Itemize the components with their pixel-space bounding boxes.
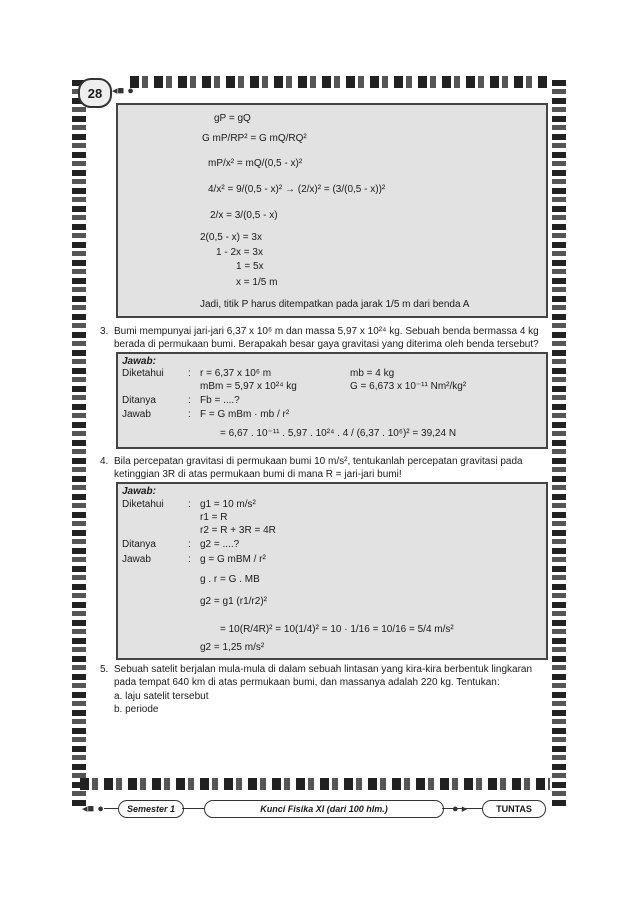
given-mass-object: mb = 4 kg xyxy=(350,368,395,379)
solution-box-4 xyxy=(116,482,548,660)
formula-line: g2 = g1 (r1/r2)² xyxy=(200,596,267,607)
asked-g2: g2 = ....? xyxy=(200,539,240,550)
formula-line: g . r = G . MB xyxy=(200,574,260,585)
footer-rule xyxy=(104,808,118,809)
given-g1: g1 = 10 m/s² xyxy=(200,499,256,510)
footer-rule xyxy=(182,808,204,809)
equation-line: x = 1/5 m xyxy=(236,277,278,288)
question-number: 4. xyxy=(100,456,109,467)
asked-force: Fb = ....? xyxy=(200,395,240,406)
row-separator: : xyxy=(188,499,191,510)
answer-label: Jawab: xyxy=(122,486,156,497)
row-separator: : xyxy=(188,554,191,565)
given-mass-earth: mBm = 5,97 x 10²⁴ kg xyxy=(200,381,297,392)
row-label: Diketahui xyxy=(122,368,164,379)
answer-label: Jawab: xyxy=(122,356,156,367)
question-number: 3. xyxy=(100,326,109,337)
equation-line: 1 = 5x xyxy=(236,261,264,272)
equation-line: 2/x = 3/(0,5 - x) xyxy=(210,210,278,221)
list-item: b. periode xyxy=(114,704,159,715)
conclusion-text: Jadi, titik P harus ditempatkan pada jarak 1/5 m dari benda A xyxy=(200,299,470,310)
given-constant: G = 6,673 x 10⁻¹¹ Nm²/kg² xyxy=(350,381,467,392)
equation-line: gP = gQ xyxy=(214,113,251,124)
calculation-line: = 10(R/4R)² = 10(1/4)² = 10 · 1/16 = 10/16 = 5/4 m/s² xyxy=(220,624,454,635)
left-decorative-border xyxy=(72,80,86,808)
question-text: Bumi mempunyai jari-jari 6,37 x 10⁶ m dan massa 5,97 x 10²⁴ kg. Sebuah benda bermassa 4 kg berada di permukaan bumi. Berapakah besar gaya gravitasi yang diterima oleh benda tersebut? xyxy=(114,326,539,350)
given-r1: r1 = R xyxy=(200,512,228,523)
arrow-dots-icon: ◂■ ● xyxy=(112,85,134,97)
given-radius: r = 6,37 x 10⁶ m xyxy=(200,368,272,379)
formula-line: F = G mBm · mb / r² xyxy=(200,409,290,420)
right-decorative-border xyxy=(552,80,566,808)
tuntas-label: TUNTAS xyxy=(482,800,546,818)
result-line: g2 = 1,25 m/s² xyxy=(200,642,265,653)
formula-line: g = G mBM / r² xyxy=(200,554,266,565)
equation-line: 1 - 2x = 3x xyxy=(216,247,263,258)
list-item: a. laju satelit tersebut xyxy=(114,691,209,702)
solution-box-1 xyxy=(116,103,548,318)
row-label: Jawab xyxy=(122,554,151,565)
row-separator: : xyxy=(188,368,191,379)
row-label: Jawab xyxy=(122,409,151,420)
book-title: Kunci Fisika XI (dari 100 hlm.) xyxy=(204,800,444,818)
footer-arrow-icon: ◂■ ● xyxy=(82,803,104,815)
given-r2: r2 = R + 3R = 4R xyxy=(200,525,276,536)
semester-label: Semester 1 xyxy=(118,800,184,818)
row-label: Ditanya xyxy=(122,539,156,550)
row-separator: : xyxy=(188,395,191,406)
equation-line: 4/x² = 9/(0,5 - x)² → (2/x)² = (3/(0,5 - x))² xyxy=(208,184,386,195)
page-number: 28 xyxy=(78,78,112,108)
equation-line: G mP/RP² = G mQ/RQ² xyxy=(202,133,307,144)
row-label: Ditanya xyxy=(122,395,156,406)
bottom-decorative-border xyxy=(80,778,550,790)
question-text: Sebuah satelit berjalan mula-mula di dalam sebuah lintasan yang kira-kira berbentuk lingkaran pada tempat 640 km di atas permukaan bumi, dan massanya adalah 220 kg. Tentukan: xyxy=(114,664,533,688)
row-separator: : xyxy=(188,409,191,420)
row-separator: : xyxy=(188,539,191,550)
question-number: 5. xyxy=(100,664,109,675)
top-decorative-border xyxy=(130,76,550,88)
solution-box-3 xyxy=(116,352,548,449)
equation-line: 2(0,5 - x) = 3x xyxy=(200,232,262,243)
result-line: = 6,67 . 10⁻¹¹ . 5,97 . 10²⁴ . 4 / (6,37 . 10⁶)² = 39,24 N xyxy=(220,428,457,439)
row-label: Diketahui xyxy=(122,499,164,510)
question-text: Bila percepatan gravitasi di permukaan bumi 10 m/s², tentukanlah percepatan gravitasi pada ketinggian 3R di atas permukaan bumi di mana R = jari-jari bumi! xyxy=(114,456,523,480)
equation-line: mP/x² = mQ/(0,5 - x)² xyxy=(208,158,303,169)
footer-dot-arrow-icon: ● ▸ xyxy=(452,803,468,815)
